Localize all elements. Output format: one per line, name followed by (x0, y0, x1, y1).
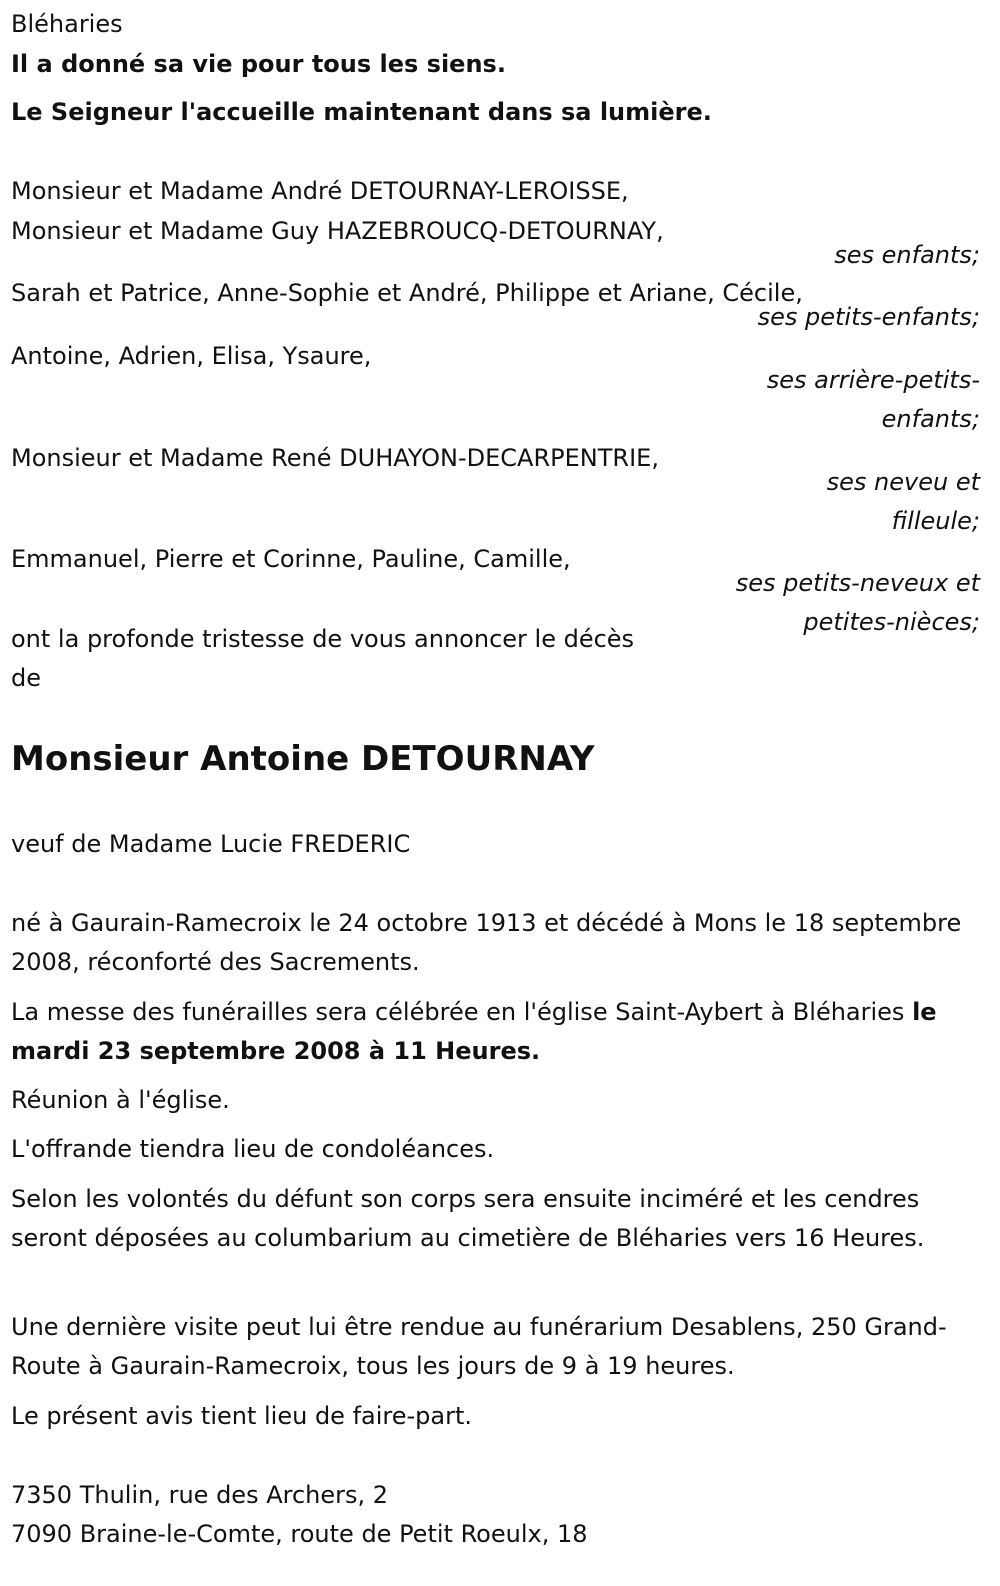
birth-death-text: né à Gaurain-Ramecroix le 24 octobre 1913 et décédé à Mons le 18 septembre 2008, réconforté des Sacrements. (11, 909, 962, 976)
family-children-2: Monsieur et Madame Guy HAZEBROUCQ-DETOURNAY, (11, 217, 664, 245)
quote-line-2: Le Seigneur l'accueille maintenant dans sa lumière. (11, 98, 712, 126)
family-nephew: Monsieur et Madame René DUHAYON-DECARPENTRIE, (11, 444, 659, 472)
quote-line-1: Il a donné sa vie pour tous les siens. (11, 50, 506, 78)
relation-grandnephews-2: petites-nièces; (803, 608, 980, 636)
deceased-name: Monsieur Antoine DETOURNAY (11, 739, 595, 779)
mass-text (11, 993, 986, 1071)
relation-nephew-1: ses neveu et (826, 468, 980, 496)
announcement-line-2: de (11, 664, 41, 692)
relation-nephew-2: filleule; (891, 507, 980, 535)
visit-text: Une dernière visite peut lui être rendue au funérarium Desablens, 250 Grand-Route à Gaurain-Ramecroix, tous les jours de 9 à 19 heures. (11, 1313, 947, 1380)
family-great-grandchildren: Antoine, Adrien, Elisa, Ysaure, (11, 342, 372, 370)
family-children-1: Monsieur et Madame André DETOURNAY-LEROISSE, (11, 177, 629, 205)
relation-great-grandchildren-2: enfants; (881, 405, 980, 433)
address-2: 7090 Braine-le-Comte, route de Petit Roeulx, 18 (11, 1520, 588, 1548)
relation-great-grandchildren-1: ses arrière-petits- (766, 366, 980, 394)
cremation-text: Selon les volontés du défunt son corps sera ensuite inciméré et les cendres seront déposées au columbarium au cimetière de Bléharies vers 16 Heures. (11, 1185, 925, 1252)
meeting-text: Réunion à l'église. (11, 1086, 230, 1114)
address-1: 7350 Thulin, rue des Archers, 2 (11, 1481, 389, 1509)
location-label: Bléharies (11, 10, 123, 38)
announcement-line-1: ont la profonde tristesse de vous annoncer le décès (11, 625, 635, 653)
family-grandchildren: Sarah et Patrice, Anne-Sophie et André, Philippe et Ariane, Cécile, (11, 279, 803, 307)
mass-date: le mardi 23 septembre 2008 à 11 Heures. (11, 998, 937, 1065)
relation-grandchildren: ses petits-enfants; (757, 303, 980, 331)
notice-text: Le présent avis tient lieu de faire-part. (11, 1402, 473, 1430)
relation-grandnephews-1: ses petits-neveux et (735, 569, 980, 597)
mass-intro: La messe des funérailles sera célébrée en l'église Saint-Aybert à Bléharies (11, 998, 913, 1026)
family-grandnephews: Emmanuel, Pierre et Corinne, Pauline, Camille, (11, 545, 571, 573)
offering-text: L'offrande tiendra lieu de condoléances. (11, 1135, 495, 1163)
relation-children: ses enfants; (834, 241, 980, 269)
widower-of: veuf de Madame Lucie FREDERIC (11, 830, 411, 858)
